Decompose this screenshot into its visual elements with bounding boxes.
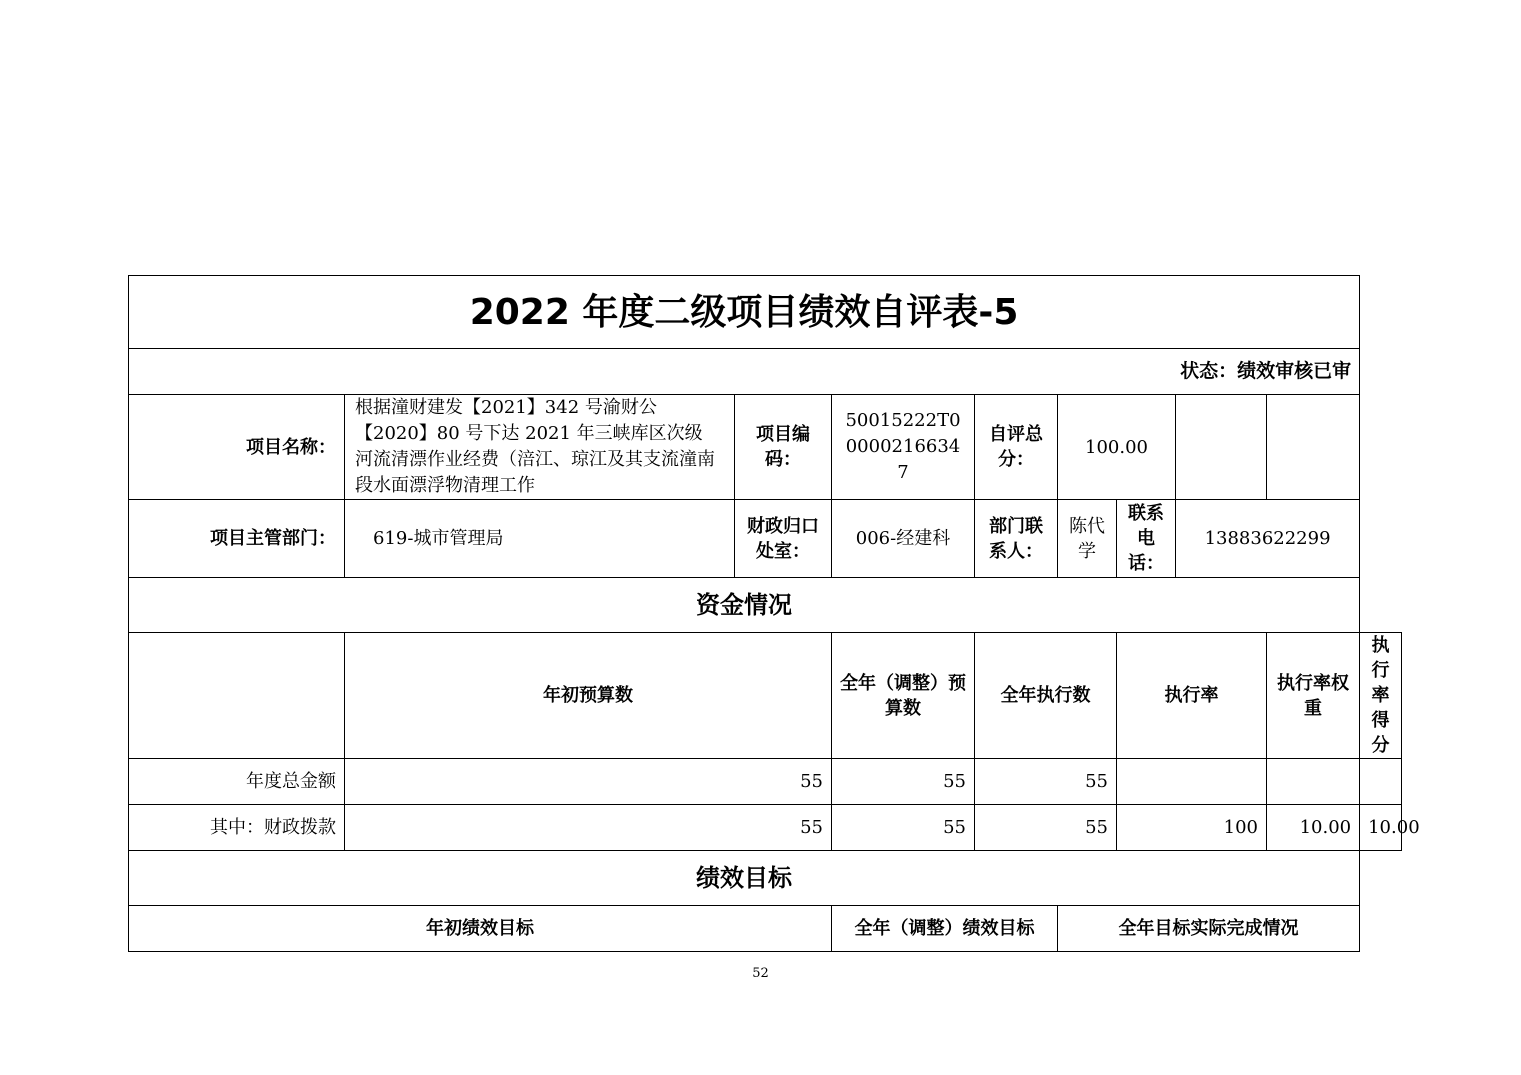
adjusted-budget-cell: 55 xyxy=(832,805,975,851)
project-code-value: 50015222T000002166347 xyxy=(832,395,975,500)
status-text: 状态：绩效审核已审 xyxy=(129,349,1360,395)
contact-label: 部门联系人： xyxy=(975,500,1058,578)
funds-section-title: 资金情况 xyxy=(129,578,1360,633)
dept-value: 619-城市管理局 xyxy=(345,500,735,578)
executed-cell: 55 xyxy=(975,759,1117,805)
header-initial-goal: 年初绩效目标 xyxy=(129,906,832,952)
finance-office-label: 财政归口处室： xyxy=(735,500,832,578)
header-adjusted-budget: 全年（调整）预算数 xyxy=(832,633,975,759)
row-label: 其中：财政拨款 xyxy=(129,805,345,851)
rate-cell: 100 xyxy=(1117,805,1267,851)
table-row xyxy=(129,805,1402,851)
self-score-label: 自评总分： xyxy=(975,395,1058,500)
phone-label: 联系电话： xyxy=(1117,500,1176,578)
score-cell xyxy=(1360,759,1402,805)
goals-section-title: 绩效目标 xyxy=(129,851,1360,906)
project-code-label: 项目编码： xyxy=(735,395,832,500)
executed-cell: 55 xyxy=(975,805,1117,851)
adjusted-budget-cell: 55 xyxy=(832,759,975,805)
table-row xyxy=(129,759,1402,805)
rate-cell xyxy=(1117,759,1267,805)
initial-budget-cell: 55 xyxy=(345,805,832,851)
header-adjusted-goal: 全年（调整）绩效目标 xyxy=(832,906,1058,952)
project-name-value: 根据潼财建发【2021】342 号渝财公【2020】80 号下达 2021 年三峡库区次级河流清漂作业经费（涪江、琼江及其支流潼南段水面漂浮物清理工作 xyxy=(345,395,735,500)
header-rate-score: 执行率得分 xyxy=(1360,633,1402,759)
header-annual-executed: 全年执行数 xyxy=(975,633,1117,759)
finance-office-value: 006-经建科 xyxy=(832,500,975,578)
initial-budget-cell: 55 xyxy=(345,759,832,805)
page-number: 52 xyxy=(752,966,769,981)
form-title: 2022 年度二级项目绩效自评表-5 xyxy=(129,276,1360,349)
contact-value: 陈代学 xyxy=(1058,500,1117,578)
header-rate-weight: 执行率权重 xyxy=(1267,633,1360,759)
header-blank-cell xyxy=(129,633,345,759)
phone-value: 13883622299 xyxy=(1176,500,1360,578)
weight-cell: 10.00 xyxy=(1267,805,1360,851)
dept-label: 项目主管部门： xyxy=(129,500,345,578)
score-cell: 10.00 xyxy=(1360,805,1402,851)
empty-cell xyxy=(1176,395,1267,500)
header-initial-budget: 年初预算数 xyxy=(345,633,832,759)
weight-cell xyxy=(1267,759,1360,805)
project-name-label: 项目名称： xyxy=(129,395,345,500)
empty-cell xyxy=(1267,395,1360,500)
row-label: 年度总金额 xyxy=(129,759,345,805)
header-actual-completion: 全年目标实际完成情况 xyxy=(1058,906,1360,952)
self-evaluation-table xyxy=(128,275,1420,952)
header-execution-rate: 执行率 xyxy=(1117,633,1267,759)
self-score-value: 100.00 xyxy=(1058,395,1176,500)
